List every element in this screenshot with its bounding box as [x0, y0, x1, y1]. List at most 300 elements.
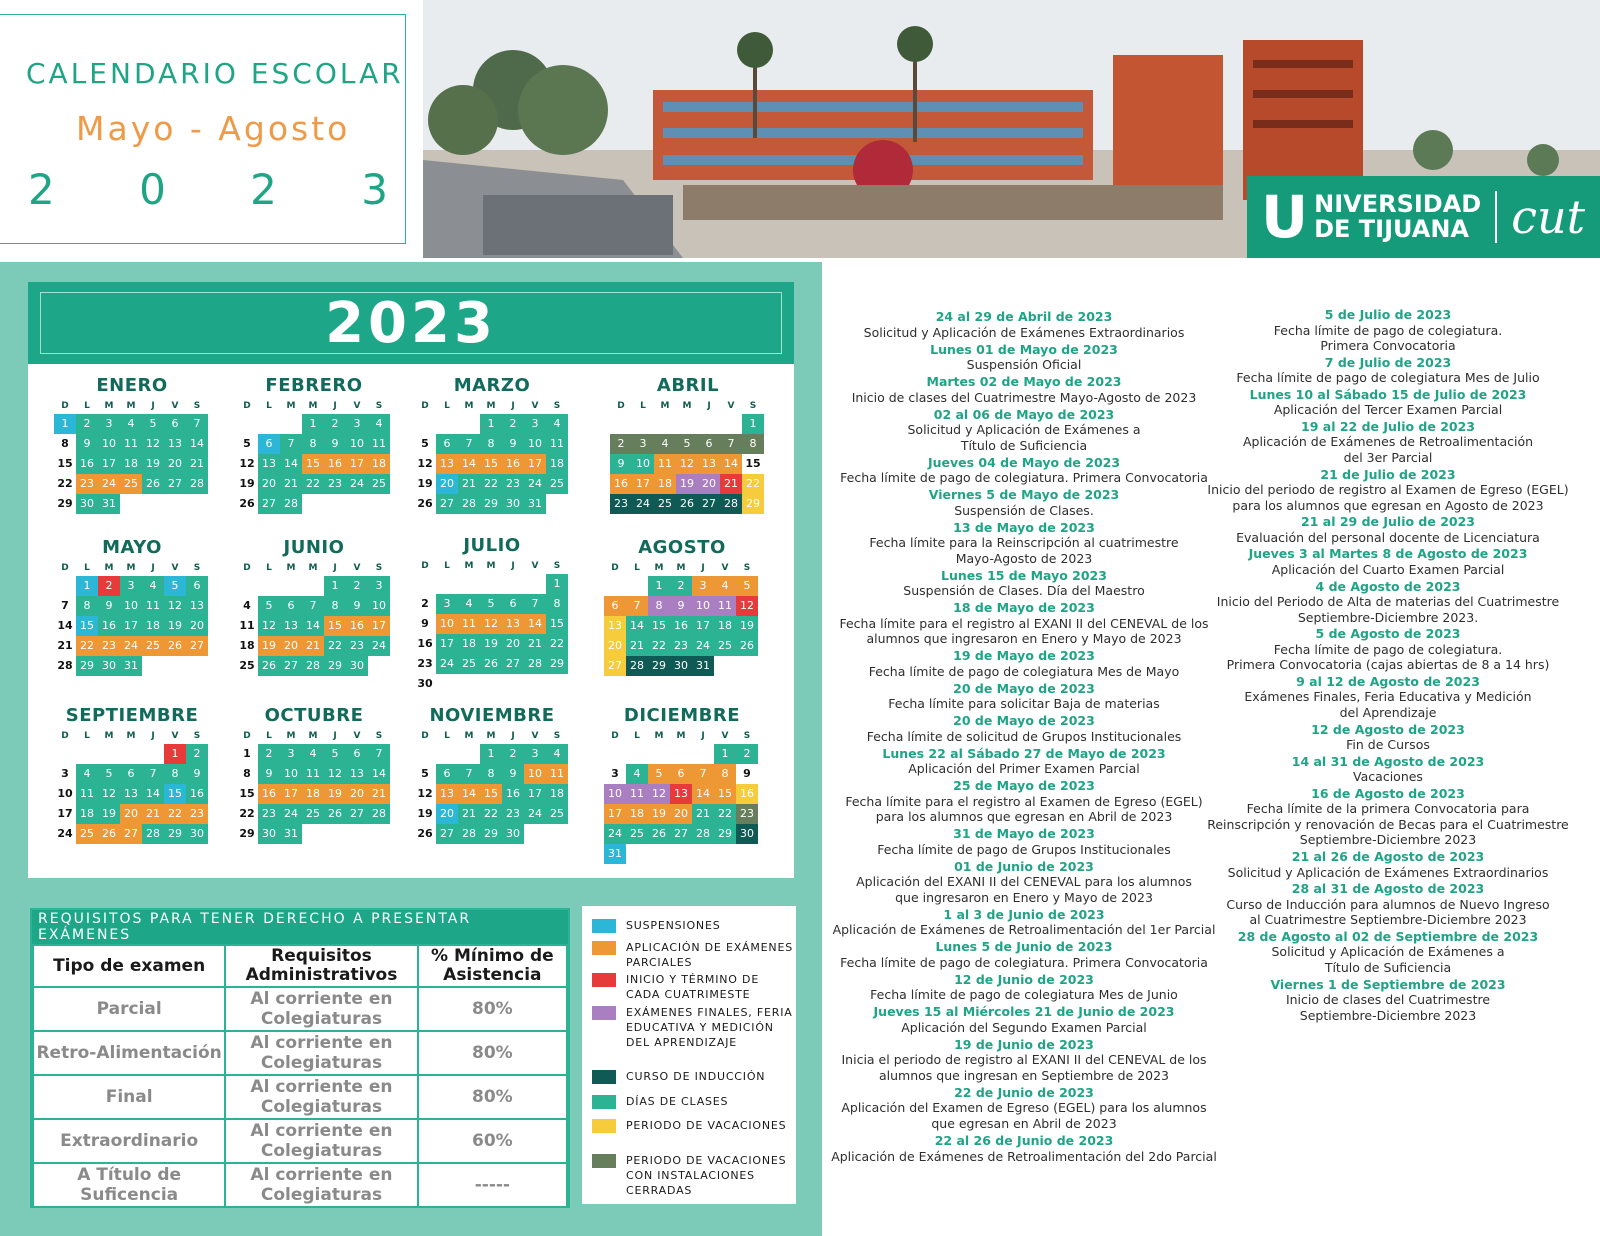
empty-cell	[698, 414, 720, 434]
day-cell: 30	[186, 824, 208, 844]
day-cell: 17	[57, 807, 73, 820]
calendar-event	[1188, 674, 1588, 721]
day-cell: 14	[368, 764, 390, 784]
day-cell: 8	[714, 764, 736, 784]
day-cell: 18	[546, 454, 568, 474]
event-date: 31 de Mayo de 2023	[953, 826, 1095, 842]
day-cell: 19	[648, 804, 670, 824]
month-name: OCTUBRE	[264, 705, 364, 726]
day-header: V	[353, 401, 361, 411]
day-cell: 5	[676, 434, 698, 454]
event-description: del 3er Parcial	[1343, 449, 1433, 465]
day-cell: 21	[692, 804, 714, 824]
day-header: M	[104, 563, 114, 573]
event-description: Fecha límite para el registro al Examen de Egreso (EGEL)	[845, 793, 1203, 809]
empty-cell	[236, 414, 258, 434]
day-cell: 3	[611, 767, 619, 780]
day-cell: 6	[670, 764, 692, 784]
day-cell: 24	[436, 654, 458, 674]
empty-cell	[236, 576, 258, 596]
day-header: J	[511, 401, 515, 411]
day-cell: 1	[54, 414, 76, 434]
calendar-event	[824, 1085, 1224, 1132]
empty-cell	[670, 744, 692, 764]
day-cell: 5	[324, 744, 346, 764]
day-cell: 8	[302, 434, 324, 454]
legend-swatch	[592, 973, 616, 987]
day-cell: 11	[458, 614, 480, 634]
month-days	[236, 576, 392, 676]
legend-label: APLICACIÓN DE EXÁMENES PARCIALES	[626, 941, 793, 969]
month-name: MARZO	[453, 375, 531, 396]
day-cell: 22	[239, 807, 255, 820]
day-cell: 13	[346, 764, 368, 784]
day-headers	[414, 398, 570, 414]
month-days	[604, 744, 760, 864]
day-cell: 24	[57, 827, 73, 840]
empty-cell	[458, 744, 480, 764]
day-headers	[236, 560, 392, 576]
day-header: D	[617, 401, 625, 411]
day-cell: 20	[502, 634, 524, 654]
day-cell: 14	[302, 616, 324, 636]
empty-cell	[480, 574, 502, 594]
empty-cell	[414, 574, 436, 594]
day-cell: 31	[524, 494, 546, 514]
day-cell: 4	[76, 764, 98, 784]
day-cell: 18	[120, 454, 142, 474]
legend-label: EXÁMENES FINALES, FERIA EDUCATIVA Y MEDICIÓN DEL APRENDIZAJE	[626, 1006, 793, 1049]
day-header: J	[151, 563, 155, 573]
empty-cell	[436, 744, 458, 764]
day-header: L	[84, 401, 90, 411]
day-cell: 15	[302, 454, 324, 474]
day-cell: 1	[76, 576, 98, 596]
day-header: J	[701, 731, 705, 741]
day-cell: 26	[258, 656, 280, 676]
day-cell: 11	[239, 619, 255, 632]
day-header: D	[61, 563, 69, 573]
legend-swatch	[592, 1095, 616, 1109]
day-header: J	[333, 563, 337, 573]
event-description: al Cuatrimestre Septiembre-Diciembre 2023	[1249, 912, 1527, 928]
day-cell: 24	[346, 474, 368, 494]
day-cell: 4	[626, 764, 648, 784]
day-headers	[54, 728, 210, 744]
day-cell: 26	[417, 497, 433, 510]
day-cell: 29	[742, 494, 764, 514]
legend-swatch	[592, 1119, 616, 1133]
title-box	[0, 14, 406, 244]
day-cell: 29	[714, 824, 736, 844]
day-cell: 26	[324, 804, 346, 824]
calendar-event	[1188, 849, 1588, 880]
cell-asistencia: 80%	[418, 1075, 567, 1119]
event-description: Exámenes Finales, Feria Educativa y Medición	[1244, 689, 1532, 705]
calendar-event	[824, 972, 1224, 1003]
day-cell: 28	[458, 494, 480, 514]
day-cell: 26	[736, 636, 758, 656]
day-cell: 31	[280, 824, 302, 844]
day-cell: 8	[76, 596, 98, 616]
day-header: S	[743, 563, 751, 573]
day-cell: 9	[186, 764, 208, 784]
day-cell: 2	[346, 576, 368, 596]
day-cell: 2	[258, 744, 280, 764]
day-cell: 15	[546, 614, 568, 634]
day-header: J	[701, 563, 705, 573]
day-header: M	[654, 731, 664, 741]
day-cell: 9	[670, 596, 692, 616]
day-cell: 9	[346, 596, 368, 616]
day-cell: 9	[76, 434, 98, 454]
day-cell: 25	[546, 804, 568, 824]
day-cell: 31	[98, 494, 120, 514]
day-header: V	[171, 563, 179, 573]
event-date: 14 al 31 de Agosto de 2023	[1291, 753, 1485, 769]
event-description: Fecha límite para la Reinscripción al cuatrimestre	[869, 535, 1179, 551]
day-header: D	[61, 401, 69, 411]
event-description: alumnos que ingresan en Septiembre de 2023	[878, 1067, 1170, 1083]
day-cell: 24	[632, 494, 654, 514]
month-name: ENERO	[96, 375, 168, 396]
day-cell: 6	[346, 744, 368, 764]
day-cell: 19	[239, 477, 255, 490]
month-junio	[236, 538, 392, 676]
day-header: S	[375, 563, 383, 573]
event-date: 01 de Junio de 2023	[954, 858, 1094, 874]
day-cell: 29	[648, 656, 670, 676]
event-date: 4 de Agosto de 2023	[1315, 578, 1461, 594]
day-header: S	[193, 731, 201, 741]
calendar-event	[1188, 881, 1588, 928]
day-header: V	[531, 561, 539, 571]
day-cell: 2	[76, 414, 98, 434]
day-cell: 11	[546, 764, 568, 784]
day-cell: 21	[458, 474, 480, 494]
calendar-event	[1188, 754, 1588, 785]
calendar-event	[824, 907, 1224, 938]
day-cell: 28	[692, 824, 714, 844]
day-cell: 7	[186, 414, 208, 434]
day-cell: 11	[76, 784, 98, 804]
cell-requisito: Al corriente en Colegiaturas	[225, 1119, 417, 1163]
month-mayo	[54, 538, 210, 676]
legend-label: SUSPENSIONES	[626, 919, 721, 932]
event-date: Jueves 3 al Martes 8 de Agosto de 2023	[1248, 546, 1528, 562]
event-description: Fecha límite de pago de colegiatura Mes de Junio	[870, 987, 1178, 1003]
day-cell: 23	[417, 657, 433, 670]
cell-tipo: Extraordinario	[33, 1119, 225, 1163]
day-cell: 10	[368, 596, 390, 616]
day-cell: 12	[480, 614, 502, 634]
empty-cell	[458, 414, 480, 434]
day-cell: 23	[610, 494, 632, 514]
day-headers	[414, 728, 570, 744]
month-days	[54, 744, 210, 844]
day-headers	[236, 398, 392, 414]
day-cell: 7	[61, 599, 69, 612]
day-cell: 3	[524, 744, 546, 764]
day-cell: 30	[736, 824, 758, 844]
logo-separator	[1495, 191, 1497, 243]
event-date: Martes 02 de Mayo de 2023	[926, 374, 1122, 390]
day-cell: 5	[480, 594, 502, 614]
day-cell: 15	[324, 616, 346, 636]
day-cell: 25	[546, 474, 568, 494]
day-cell: 19	[98, 804, 120, 824]
day-cell: 2	[502, 744, 524, 764]
day-header: S	[193, 563, 201, 573]
day-cell: 8	[480, 764, 502, 784]
day-cell: 8	[742, 434, 764, 454]
day-cell: 20	[120, 804, 142, 824]
day-headers	[236, 728, 392, 744]
event-description: Título de Suficiencia	[1324, 959, 1452, 975]
day-cell: 9	[743, 767, 751, 780]
day-header: M	[308, 563, 318, 573]
calendar-event	[824, 487, 1224, 518]
day-header: V	[721, 731, 729, 741]
legend-swatch	[592, 919, 616, 933]
day-cell: 29	[164, 824, 186, 844]
day-cell: 9	[98, 596, 120, 616]
day-cell: 24	[120, 636, 142, 656]
calendar-event	[1188, 467, 1588, 514]
empty-cell	[692, 744, 714, 764]
day-cell: 21	[186, 454, 208, 474]
day-cell: 16	[502, 784, 524, 804]
day-header: S	[375, 401, 383, 411]
legend-item	[592, 1094, 796, 1109]
month-days	[54, 414, 210, 514]
day-cell: 22	[164, 804, 186, 824]
event-description: alumnos que ingresaron en Enero y Mayo de 2023	[866, 631, 1182, 647]
month-days	[236, 744, 392, 844]
day-cell: 27	[436, 494, 458, 514]
day-cell: 6	[436, 434, 458, 454]
day-cell: 7	[458, 434, 480, 454]
month-days	[414, 744, 570, 844]
legend-item	[592, 940, 796, 970]
day-cell: 16	[186, 784, 208, 804]
day-cell: 25	[714, 636, 736, 656]
event-description: Aplicación del Cuarto Examen Parcial	[1271, 561, 1505, 577]
day-cell: 17	[98, 454, 120, 474]
legend-item	[592, 972, 796, 1002]
day-cell: 3	[280, 744, 302, 764]
calendar-event	[1188, 626, 1588, 673]
day-headers	[54, 560, 210, 576]
day-cell: 4	[302, 744, 324, 764]
event-description: Solicitud y Aplicación de Exámenes a	[1271, 944, 1505, 960]
event-description: Septiembre-Diciembre 2023	[1299, 1007, 1477, 1023]
cell-tipo: Final	[33, 1075, 225, 1119]
calendar-event	[824, 520, 1224, 567]
cell-tipo: Parcial	[33, 987, 225, 1031]
empty-cell	[626, 576, 648, 596]
day-headers	[414, 558, 570, 574]
day-cell: 2	[670, 576, 692, 596]
day-cell: 3	[120, 576, 142, 596]
cell-requisito: Al corriente en Colegiaturas	[225, 1031, 417, 1075]
day-cell: 24	[98, 474, 120, 494]
empty-cell	[524, 574, 546, 594]
event-description: Aplicación del EXANI II del CENEVAL para los alumnos	[856, 874, 1192, 890]
day-cell: 13	[164, 434, 186, 454]
day-cell: 10	[524, 434, 546, 454]
day-header: M	[464, 561, 474, 571]
day-cell: 22	[714, 804, 736, 824]
empty-cell	[458, 574, 480, 594]
calendar-event	[824, 374, 1224, 405]
day-cell: 3	[61, 767, 69, 780]
day-cell: 15	[76, 616, 98, 636]
day-header: V	[171, 401, 179, 411]
day-cell: 2	[324, 414, 346, 434]
day-cell: 28	[524, 654, 546, 674]
day-cell: 25	[458, 654, 480, 674]
day-cell: 29	[480, 824, 502, 844]
event-description: Aplicación del Tercer Examen Parcial	[1273, 402, 1503, 418]
event-date: 12 de Agosto de 2023	[1311, 721, 1465, 737]
empty-cell	[632, 414, 654, 434]
day-cell: 16	[736, 784, 758, 804]
day-cell: 6	[698, 434, 720, 454]
day-cell: 28	[458, 824, 480, 844]
month-name: AGOSTO	[638, 537, 726, 558]
day-header: M	[682, 401, 692, 411]
day-cell: 30	[670, 656, 692, 676]
event-description: Inicio de clases del Cuatrimestre Mayo-Agosto de 2023	[851, 389, 1197, 405]
month-name: JUNIO	[283, 537, 345, 558]
month-days	[610, 414, 766, 514]
day-cell: 5	[736, 576, 758, 596]
day-cell: 29	[76, 656, 98, 676]
day-header: V	[531, 731, 539, 741]
day-cell: 27	[670, 824, 692, 844]
day-cell: 27	[698, 494, 720, 514]
day-cell: 21	[368, 784, 390, 804]
empty-cell	[436, 414, 458, 434]
event-description: Suspensión de Clases.	[954, 502, 1094, 518]
day-cell: 20	[670, 804, 692, 824]
day-cell: 19	[417, 807, 433, 820]
day-header: L	[266, 563, 272, 573]
event-date: 02 al 06 de Mayo de 2023	[933, 406, 1115, 422]
event-description: Aplicación de Exámenes de Retroalimentación del 1er Parcial	[832, 922, 1216, 938]
day-cell: 4	[654, 434, 676, 454]
day-cell: 14	[626, 616, 648, 636]
day-cell: 26	[239, 497, 255, 510]
calendar-event	[1188, 929, 1588, 976]
legend-item	[592, 918, 796, 933]
day-cell: 14	[720, 454, 742, 474]
day-cell: 17	[120, 616, 142, 636]
event-date: 25 de Mayo de 2023	[953, 778, 1095, 794]
day-header: M	[486, 731, 496, 741]
day-header: D	[611, 563, 619, 573]
calendar-period: Mayo - Agosto	[76, 109, 351, 148]
day-header: D	[243, 563, 251, 573]
day-header: L	[84, 563, 90, 573]
day-cell: 22	[76, 636, 98, 656]
event-description: Título de Suficiencia	[960, 437, 1088, 453]
day-cell: 18	[302, 784, 324, 804]
event-description: Septiembre-Diciembre 2023.	[1297, 609, 1479, 625]
day-cell: 5	[648, 764, 670, 784]
legend-swatch	[592, 1006, 616, 1020]
event-description: Curso de Inducción para alumnos de Nuevo Ingreso	[1226, 896, 1550, 912]
day-cell: 6	[258, 434, 280, 454]
day-cell: 25	[239, 659, 255, 672]
day-cell: 28	[302, 656, 324, 676]
day-cell: 26	[142, 474, 164, 494]
day-cell: 14	[186, 434, 208, 454]
day-cell: 21	[626, 636, 648, 656]
day-cell: 17	[632, 474, 654, 494]
day-cell: 11	[626, 784, 648, 804]
day-cell: 4	[120, 414, 142, 434]
table-row	[33, 1075, 567, 1119]
day-cell: 6	[186, 576, 208, 596]
day-cell: 1	[243, 747, 251, 760]
empty-cell	[414, 744, 436, 764]
calendar-event	[824, 309, 1224, 340]
event-description: para los alumnos que egresan en Agosto de 2023	[1232, 497, 1544, 513]
day-cell: 20	[164, 454, 186, 474]
month-noviembre	[414, 706, 570, 844]
day-cell: 23	[502, 474, 524, 494]
day-header: S	[743, 731, 751, 741]
day-cell: 14	[57, 619, 73, 632]
day-cell: 3	[368, 576, 390, 596]
calendar-event	[824, 342, 1224, 373]
day-cell: 25	[302, 804, 324, 824]
event-description: Aplicación de Exámenes de Retroalimentación del 2do Parcial	[831, 1148, 1217, 1164]
empty-cell	[98, 744, 120, 764]
event-description: Fecha límite de pago de Grupos Institucionales	[877, 841, 1171, 857]
day-cell: 13	[502, 614, 524, 634]
day-cell: 4	[368, 414, 390, 434]
day-cell: 30	[76, 494, 98, 514]
event-date: 18 de Mayo de 2023	[953, 600, 1095, 616]
day-cell: 23	[258, 804, 280, 824]
day-cell: 11	[302, 764, 324, 784]
event-description: Fecha límite de pago de colegiatura.	[1273, 322, 1503, 338]
day-cell: 21	[458, 804, 480, 824]
day-header: D	[611, 731, 619, 741]
day-cell: 12	[648, 784, 670, 804]
day-cell: 20	[604, 636, 626, 656]
month-name: NOVIEMBRE	[429, 705, 555, 726]
day-header: J	[151, 401, 155, 411]
day-cell: 1	[302, 414, 324, 434]
calendar-event	[1188, 546, 1588, 577]
calendar-event	[824, 407, 1224, 454]
day-cell: 14	[458, 784, 480, 804]
calendar-event	[1188, 307, 1588, 354]
day-cell: 26	[676, 494, 698, 514]
day-cell: 2	[502, 414, 524, 434]
day-cell: 2	[736, 744, 758, 764]
day-cell: 20	[280, 636, 302, 656]
legend-label: CURSO DE INDUCCIÓN	[626, 1070, 766, 1083]
empty-cell	[302, 576, 324, 596]
day-header: J	[151, 731, 155, 741]
day-header: L	[634, 563, 640, 573]
empty-cell	[648, 744, 670, 764]
